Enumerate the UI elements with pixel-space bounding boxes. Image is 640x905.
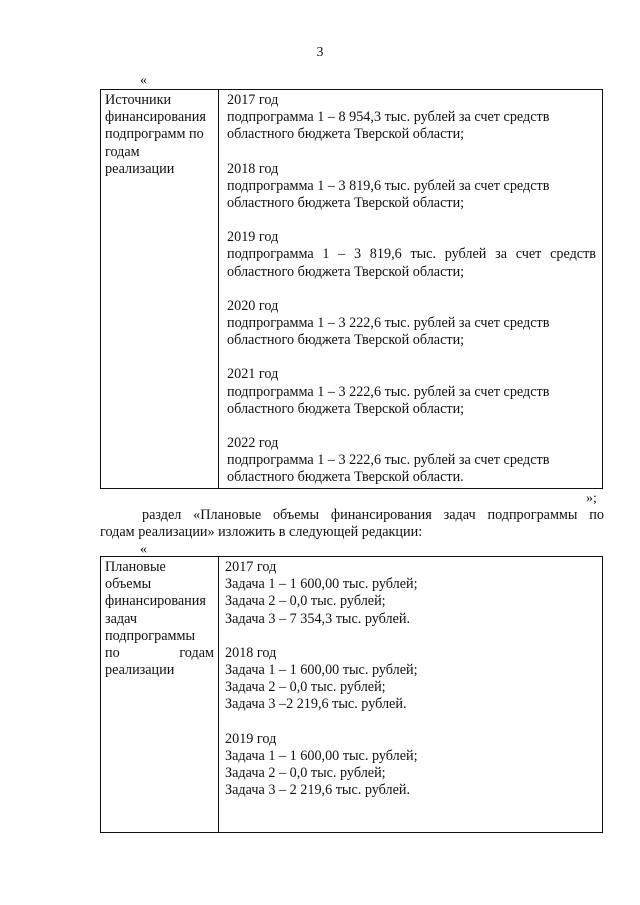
left-label-line: подпрограмм по	[105, 126, 204, 143]
planned-task-funding-table	[100, 556, 603, 833]
funding-line: подпрограмма 1 – 3 222,6 тыс. рублей за счет средств	[227, 315, 550, 332]
task-line: Задача 1 – 1 600,00 тыс. рублей;	[225, 662, 418, 679]
task-line: Задача 2 – 0,0 тыс. рублей;	[225, 679, 386, 696]
paragraph-line: годам реализации» изложить в следующей редакции:	[100, 524, 423, 541]
year-heading: 2021 год	[227, 366, 279, 383]
year-block	[227, 435, 596, 487]
year-block	[225, 559, 596, 628]
task-line: Задача 3 –2 219,6 тыс. рублей.	[225, 696, 407, 713]
funding-line: областного бюджета Тверской области;	[227, 126, 465, 143]
task-line: Задача 2 – 0,0 тыс. рублей;	[225, 593, 386, 610]
funding-line: подпрограмма 1 – 3 222,6 тыс. рублей за счет средств	[227, 383, 550, 400]
funding-sources-content-cell	[219, 90, 603, 489]
task-line: Задача 1 – 1 600,00 тыс. рублей;	[225, 747, 418, 764]
left-label-line: реализации	[105, 160, 175, 177]
funding-line: подпрограмма 1 – 3 819,6 тыс. рублей за счет средств	[227, 246, 596, 263]
year-block	[227, 161, 596, 213]
year-heading: 2022 год	[227, 435, 279, 452]
left-label-line: Источники	[105, 92, 172, 108]
year-heading: 2017 год	[225, 559, 277, 575]
left-label-line: объемы	[105, 576, 152, 593]
funding-line: областного бюджета Тверской области;	[227, 400, 465, 417]
year-block	[225, 645, 596, 714]
year-heading: 2018 год	[225, 644, 277, 661]
funding-line: подпрограмма 1 – 3 819,6 тыс. рублей за счет средств	[227, 177, 550, 194]
funding-line: подпрограмма 1 – 3 222,6 тыс. рублей за счет средств	[227, 452, 550, 469]
opening-quote-1: «	[140, 73, 147, 88]
amendment-paragraph	[100, 507, 604, 541]
funding-line: областного бюджета Тверской области;	[227, 195, 465, 212]
year-heading: 2020 год	[227, 297, 279, 314]
left-label-line: задач	[105, 610, 137, 627]
funding-line: областного бюджета Тверской области.	[227, 469, 464, 486]
funding-sources-label-cell	[101, 90, 219, 489]
funding-line: областного бюджета Тверской области;	[227, 263, 465, 280]
funding-line: подпрограмма 1 – 8 954,3 тыс. рублей за счет средств	[227, 109, 550, 126]
left-label-line: подпрограммы	[105, 627, 195, 644]
left-label-line: финансирования	[105, 109, 206, 126]
planned-funding-content-cell	[219, 557, 603, 833]
left-label-line: финансирования	[105, 593, 206, 610]
opening-quote-2: «	[140, 542, 147, 557]
year-block	[227, 366, 596, 418]
funding-sources-table	[100, 89, 603, 489]
year-block	[225, 731, 596, 800]
task-line: Задача 3 – 2 219,6 тыс. рублей.	[225, 782, 411, 799]
year-heading: 2018 год	[227, 160, 279, 177]
year-heading: 2017 год	[227, 92, 279, 108]
paragraph-line: раздел «Плановые объемы финансирования задач подпрограммы по	[142, 507, 604, 523]
year-block	[227, 229, 596, 281]
year-heading: 2019 год	[227, 229, 279, 246]
page-number: 3	[316, 45, 324, 60]
task-line: Задача 2 – 0,0 тыс. рублей;	[225, 765, 386, 782]
task-line: Задача 3 – 7 354,3 тыс. рублей.	[225, 610, 411, 627]
left-label-line: Плановые	[105, 559, 166, 575]
task-line: Задача 1 – 1 600,00 тыс. рублей;	[225, 576, 418, 593]
left-label-word: по	[105, 645, 120, 662]
closing-quote: »;	[586, 491, 597, 506]
year-block	[227, 298, 596, 350]
left-label-word: годам	[179, 645, 214, 662]
year-block	[227, 92, 596, 144]
year-heading: 2019 год	[225, 730, 277, 747]
left-label-line: реализации	[105, 662, 175, 679]
left-label-line: годам	[105, 143, 140, 160]
left-label-line	[105, 645, 214, 662]
funding-line: областного бюджета Тверской области;	[227, 332, 465, 349]
planned-funding-label-cell	[101, 557, 219, 833]
